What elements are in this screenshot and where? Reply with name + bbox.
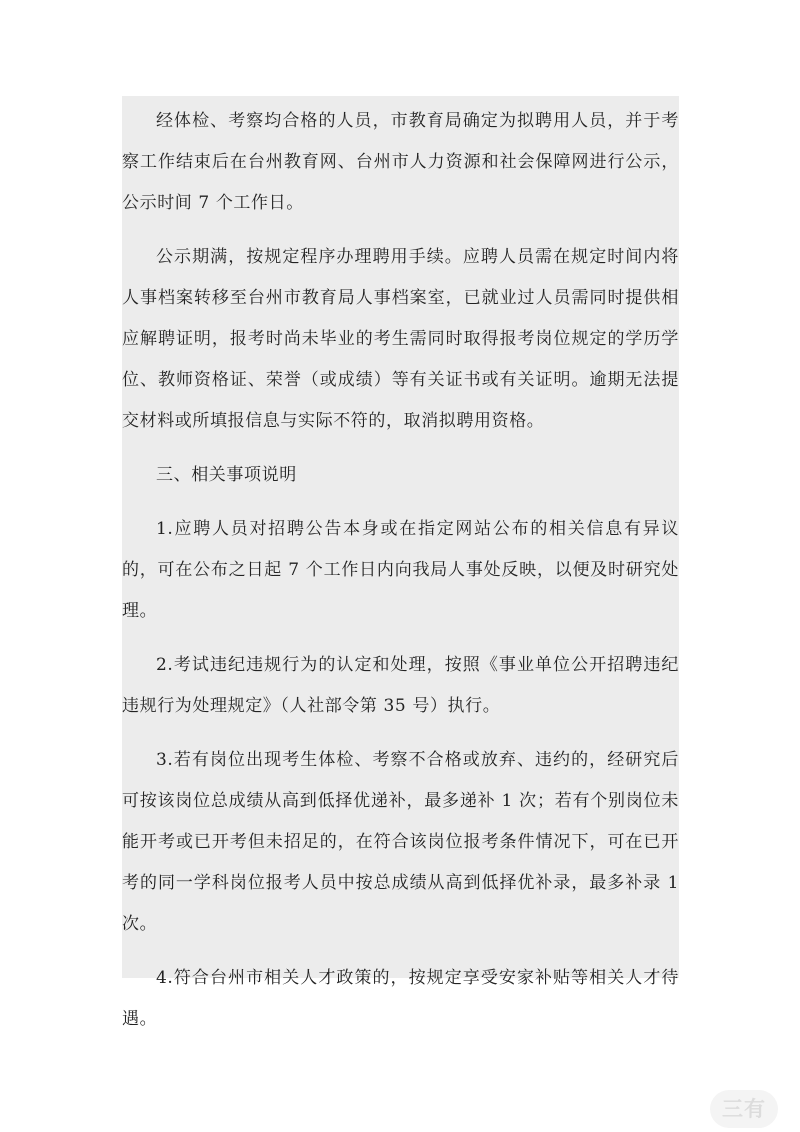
paragraph-item-4: 4.符合台州市相关人才政策的，按规定享受安家补贴等相关人才待遇。 (122, 968, 679, 1029)
paragraph-item-1: 1.应聘人员对招聘公告本身或在指定网站公布的相关信息有异议的，可在公布之日起 7 个工作日内向我局人事处反映，以便及时研究处理。 (122, 519, 679, 621)
watermark-logo: 三有 (710, 1090, 778, 1128)
paragraph-employment-procedure: 公示期满，按规定程序办理聘用手续。应聘人员需在规定时间内将人事档案转移至台州市教育局人事档案室，已就业过人员需同时提供相应解聘证明，报考时尚未毕业的考生需同时取得报考岗位规定的学历学位、教师资格证、荣誉（或成绩）等有关证书或有关证明。逾期无法提交材料或所填报信息与实际不符的，取消拟聘用资格。 (122, 247, 679, 431)
document-content (122, 96, 679, 1029)
paragraph-item-3: 3.若有岗位出现考生体检、考察不合格或放弃、违约的，经研究后可按该岗位总成绩从高到低择优递补，最多递补 1 次；若有个别岗位未能开考或已开考但未招足的，在符合该岗位报考条件情况下，可在已开考的同一学科岗位报考人员中按总成绩从高到低择优补录，最多补录 1 次。 (122, 750, 679, 934)
paragraph-item-2: 2.考试违纪违规行为的认定和处理，按照《事业单位公开招聘违纪违规行为处理规定》（人社部令第 35 号）执行。 (122, 655, 679, 716)
paragraph-publicity: 经体检、考察均合格的人员，市教育局确定为拟聘用人员，并于考察工作结束后在台州教育网、台州市人力资源和社会保障网进行公示，公示时间 7 个工作日。 (122, 111, 679, 213)
section-heading-related-matters: 三、相关事项说明 (156, 465, 297, 485)
